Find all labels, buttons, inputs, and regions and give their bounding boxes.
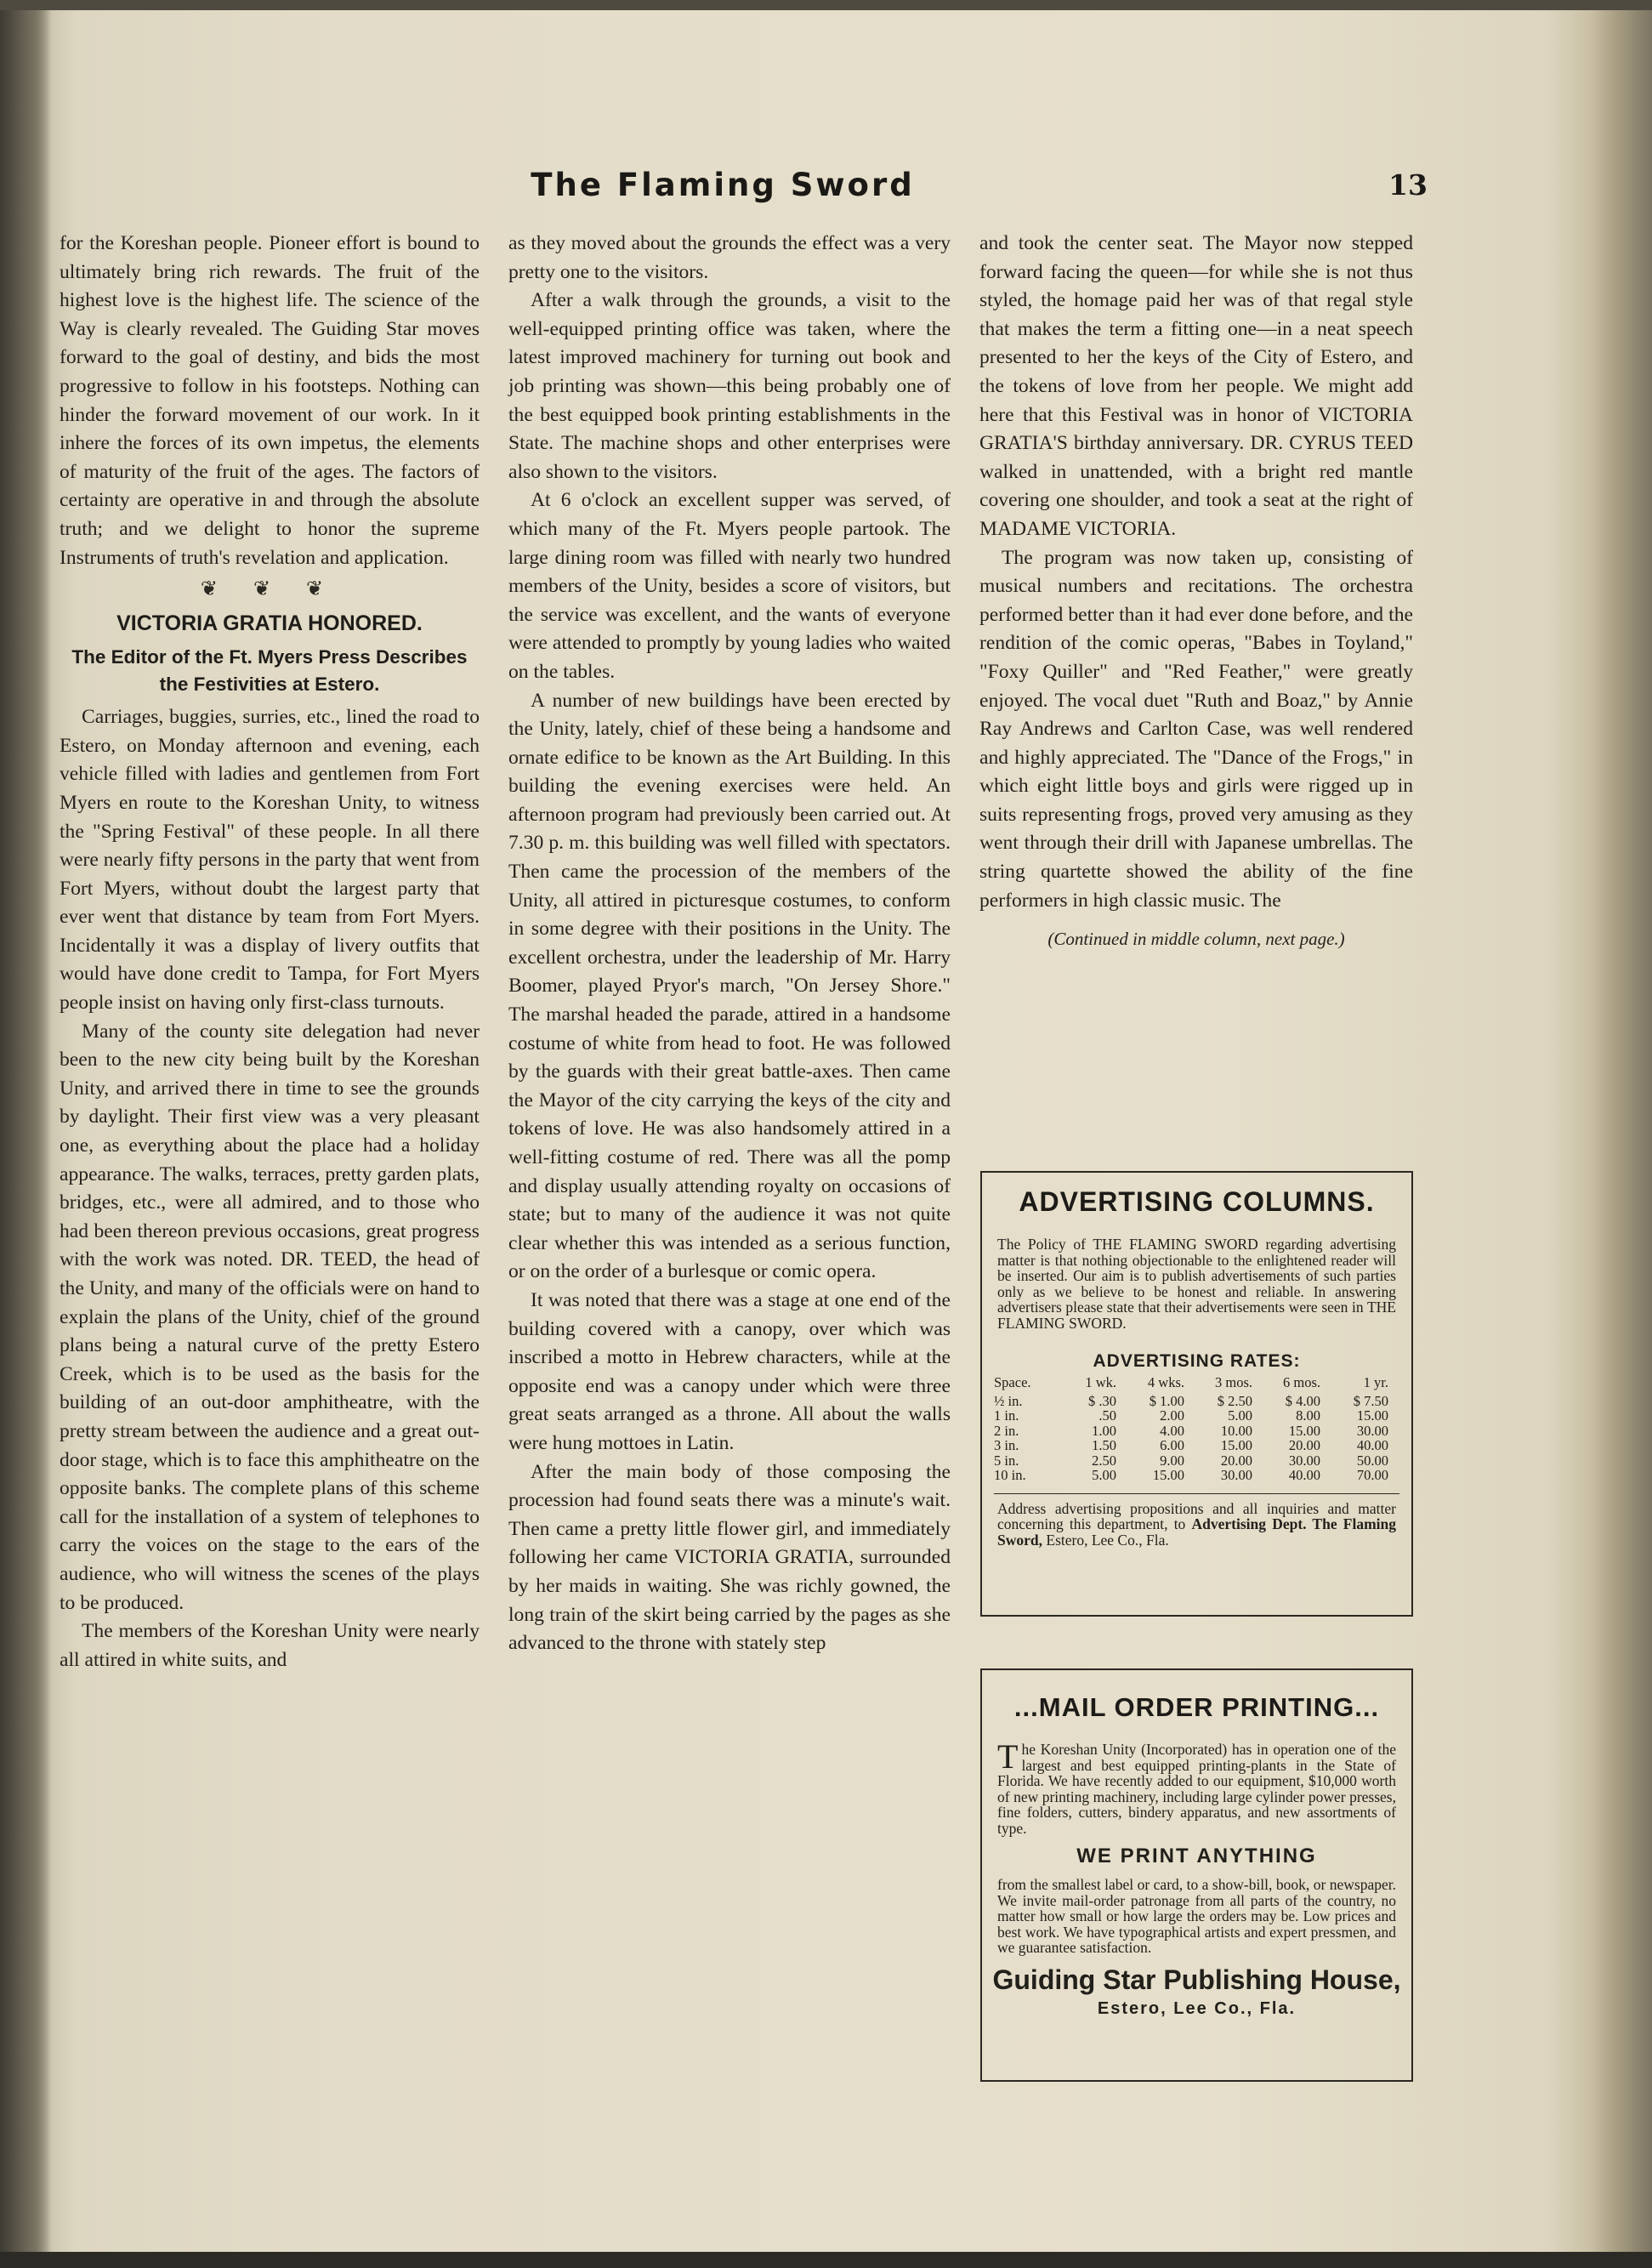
page-number: 13 (1388, 168, 1428, 202)
mail-order-body: from the smallest label or card, to a show-bill, book, or newspaper. We invite mail-order patronage from all parts of the country, no matter how small or how large the orders may be. Low prices and best work. We have typographical artists and expert pressmen, and we guarantee satisfaction. (997, 1876, 1396, 1956)
column-right (979, 230, 1413, 952)
article-paragraph: as they moved about the grounds the effect was a very pretty one to the visitors. (508, 232, 951, 283)
rates-cell: 2.50 (1092, 1452, 1116, 1469)
rates-cell: $ .30 (1088, 1392, 1116, 1409)
rates-row (994, 1408, 1388, 1424)
rates-cell: 10 in. (994, 1467, 1026, 1483)
mail-order-title: ...MAIL ORDER PRINTING... (1013, 1692, 1380, 1722)
rates-cell: 1.50 (1092, 1437, 1116, 1453)
article-continuation: for the Koreshan people. Pioneer effort is bound to ultimately bring rich rewards. The fruit of the highest love is the highest life. The science of the Way is clearly revealed. The Guiding Star moves forward to the goal of destiny, and bids the most progressive to follow in his footsteps. Nothing can hinder the forward movement of our work. In it inhere the forces of its own impetus, the elements of maturity of the fruit of the ages. The factors of certainty are operative in and through the absolute truth; and we delight to honor the supreme Instruments of truth's revelation and application. (60, 232, 480, 569)
rates-header-cell: 3 mos. (1214, 1374, 1252, 1390)
rates-row (994, 1424, 1388, 1439)
article-paragraph: After a walk through the grounds, a visit to the well-equipped printing office was taken, where the latest improved machinery for turning out book and job printing was shown—this being probably one of the best equipped book printing establishments in the State. The machine shops and other enterprises were also shown to the visitors. (508, 289, 951, 483)
section-ornament: ❦ ❦ ❦ (200, 578, 339, 601)
rates-cell: 5.00 (1228, 1407, 1252, 1424)
we-print-heading: WE PRINT ANYTHING (1076, 1845, 1317, 1867)
rates-cell: 15.00 (1288, 1422, 1320, 1439)
rates-cell: ½ in. (994, 1392, 1023, 1409)
advertising-title: ADVERTISING COLUMNS. (1019, 1186, 1375, 1217)
page-bottom-edge (0, 2252, 1652, 2268)
rates-cell: $ 1.00 (1149, 1392, 1184, 1409)
article-paragraph: It was noted that there was a stage at one end of the building covered with a canopy, over which was inscribed a motto in Hebrew characters, while at the opposite end was a canopy under which were three great seats arranged as a throne. All about the walls were hung mottoes in Latin. (508, 1288, 951, 1454)
rates-cell: 15.00 (1220, 1437, 1252, 1453)
article-paragraph: The members of the Koreshan Unity were nearly all attired in white suits, and (60, 1620, 480, 1671)
rates-cell: 40.00 (1356, 1437, 1388, 1453)
rates-row (994, 1468, 1388, 1483)
rates-cell: $ 7.50 (1353, 1392, 1388, 1409)
advertising-policy: The Policy of THE FLAMING SWORD regarding advertising matter is that nothing objectionable to the enlightened reader will be inserted. Our aim is to publish advertisements of such parties only as we believe to be honest and reliable. In answering advertisers please state that their advertisements were seen in THE FLAMING SWORD. (997, 1236, 1396, 1332)
rates-cell: 50.00 (1356, 1452, 1388, 1469)
rates-cell: 30.00 (1288, 1452, 1320, 1469)
rates-cell: 9.00 (1160, 1452, 1184, 1469)
rates-cell: 1.00 (1092, 1422, 1116, 1439)
rates-cell: 6.00 (1160, 1437, 1184, 1453)
rates-cell: 10.00 (1220, 1422, 1252, 1439)
address-department: Advertising Dept. The Flaming Sword, (997, 1515, 1397, 1549)
rates-header-cell: 1 wk. (1085, 1374, 1116, 1390)
rates-cell: 15.00 (1152, 1467, 1184, 1483)
divider (994, 1493, 1399, 1494)
rates-cell: 4.00 (1160, 1422, 1184, 1439)
rates-row (994, 1453, 1388, 1469)
rates-cell: 5 in. (994, 1452, 1019, 1469)
column-middle (508, 230, 951, 1658)
running-header-title: The Flaming Sword (531, 167, 915, 203)
rates-cell: 1 in. (994, 1407, 1019, 1424)
rates-cell: 8.00 (1296, 1407, 1320, 1424)
publisher-name: Guiding Star Publishing House, (992, 1964, 1401, 1995)
article-paragraph: A number of new buildings have been erected by the Unity, lately, chief of these being a handsome and ornate edifice to be known as the Art Building. In this building the evening exercises were held. An afternoon program had previously been carried out. At 7.30 p. m. this building was well filled with spectators. Then came the procession of the members of the Unity, all attired in picturesque costumes, to conform in some degree with their positions in the Unity. The excellent orchestra, under the leadership of Mr. Harry Boomer, played Pryor's march, "On Jersey Shore." The marshal headed the parade, attired in a handsome costume of white from head to foot. He was followed by the guards with their great battle-axes. Then came the Mayor of the city carrying the keys of the city and tokens of love. He was also handsomely attired in a well-fitting costume of red. There was all the pomp and display usually attending royalty on occasions of state; but to many of the audience it was not quite clear whether this was intended as a serious function, or on the order of a burlesque or comic opera. (508, 689, 951, 1283)
drop-cap: T (997, 1737, 1019, 1776)
page-top-edge (0, 0, 1652, 10)
rates-title: ADVERTISING RATES: (1093, 1351, 1301, 1371)
column-left (60, 230, 480, 1674)
continued-note: (Continued in middle column, next page.) (1047, 929, 1345, 950)
rates-cell: $ 2.50 (1217, 1392, 1252, 1409)
rates-header-cell: 6 mos. (1282, 1374, 1320, 1390)
rates-header-row (994, 1375, 1388, 1394)
rates-cell: 70.00 (1356, 1467, 1388, 1483)
rates-cell: 5.00 (1092, 1467, 1116, 1483)
article-paragraph: and took the center seat. The Mayor now stepped forward facing the queen—for while she is not thus styled, the homage paid her was of that regal style that makes the term a fitting one—in a neat speech presented to her the keys of the City of Estero, and the tokens of love from her people. We might add here that this Festival was in honor of VICTORIA GRATIA'S birthday anniversary. DR. CYRUS TEED walked in unattended, with a bright red mantle covering one shoulder, and took a seat at the right of MADAME VICTORIA. (979, 232, 1413, 540)
article-subheadline: The Editor of the Ft. Myers Press Describes the Festivities at Estero. (71, 646, 468, 696)
rates-cell: 30.00 (1356, 1422, 1388, 1439)
mail-order-printing-box (980, 1668, 1413, 2082)
rates-cell: 2 in. (994, 1422, 1019, 1439)
mail-order-intro (982, 1737, 1411, 1837)
article-headline: VICTORIA GRATIA HONORED. (116, 611, 423, 636)
rates-cell: .50 (1098, 1407, 1116, 1424)
rates-cell: $ 4.00 (1285, 1392, 1320, 1409)
advertising-address (982, 1501, 1411, 1549)
article-paragraph: Carriages, buggies, surries, etc., lined the road to Estero, on Monday afternoon and evening, each vehicle filled with ladies and gentlemen from Fort Myers en route to the Koreshan Unity, to witness the "Spring Festival" of these people. In all there were nearly fifty persons in the party that went from Fort Myers, without doubt the largest party that ever went that distance by team from Fort Myers. Incidentally it was a display of livery outfits that would have done credit to Tampa, for Fort Myers people insist on having only first-class turnouts. (60, 706, 480, 1015)
rates-cell: 20.00 (1288, 1437, 1320, 1453)
mail-order-intro-text: he Koreshan Unity (Incorporated) has in operation one of the largest and best equipped printing-plants in the State of Florida. We have recently added to our equipment, $10,000 worth of new printing machinery, including large cylinder power presses, fine folders, cutters, bindery apparatus, and new assortments of type. (997, 1741, 1396, 1837)
address-lead: Address advertising propositions and all inquiries and matter concerning this department, to (997, 1499, 1396, 1532)
article-paragraph: The program was now taken up, consisting of musical numbers and recitations. The orchestra performed better than it had ever done before, and the rendition of the comic operas, "Babes in Toyland," "Foxy Quiller" and "Red Feather," were greatly enjoyed. The vocal duet "Ruth and Boaz," by Annie Ray Andrews and Carlton Case, was well rendered and highly appreciated. The "Dance of the Frogs," in which eight little boys and girls were rigged up in suits representing frogs, proved very amusing as they went through their drill with Japanese umbrellas. The string quartette showed the ability of the fine performers in high classic music. The (979, 546, 1413, 912)
advertising-columns-box (980, 1171, 1413, 1617)
rates-row (994, 1438, 1388, 1453)
article-paragraph: Many of the county site delegation had never been to the new city being built by the Koreshan Unity, and arrived there in time to see the grounds by daylight. Their first view was a very pleasant one, as everything about the place had a holiday appearance. The walks, terraces, pretty garden plats, bridges, etc., were all admired, and to those who had been thereon previous occasions, great progress with the work was noted. DR. TEED, the head of the Unity, and many of the officials were on hand to explain the plans of the Unity, chief of the ground plans being a natural curve of the pretty Estero Creek, which is to be used as the basis for the building of an out-door amphitheatre, with the pretty stream between the audience and a great out-door stage, which is to face this amphitheatre on the opposite banks. The complete plans of this scheme call for the installation of a system of telephones to carry the voices on the stage to the ears of the audience, who will witness the scenes of the plays to be produced. (60, 1020, 480, 1614)
rates-cell: 20.00 (1220, 1452, 1252, 1469)
rates-cell: 15.00 (1356, 1407, 1388, 1424)
article-paragraph: After the main body of those composing the procession had found seats there was a minute's wait. Then came a pretty little flower girl, and immediately following her came VICTORIA GRATIA, surrounded by her maids in waiting. She was richly gowned, the long train of the skirt being carried by the pages as she advanced to the throne with stately step (508, 1460, 951, 1655)
rates-header-cell: 1 yr. (1363, 1374, 1388, 1390)
rates-table (994, 1375, 1388, 1483)
binding-spine (0, 0, 51, 2268)
rates-header-cell: Space. (994, 1374, 1031, 1390)
article-paragraph: At 6 o'clock an excellent supper was served, of which many of the Ft. Myers people partook. The large dining room was filled with nearly two hundred members of the Unity, besides a score of visitors, but the service was excellent, and the wants of everyone were attended to promptly by young ladies who waited on the tables. (508, 489, 951, 683)
publisher-address: Estero, Lee Co., Fla. (1097, 1998, 1297, 2018)
rates-cell: 2.00 (1160, 1407, 1184, 1424)
rates-cell: 30.00 (1220, 1467, 1252, 1483)
rates-cell: 40.00 (1288, 1467, 1320, 1483)
rates-row (994, 1394, 1388, 1409)
rates-header-cell: 4 wks. (1147, 1374, 1184, 1390)
address-location: Estero, Lee Co., Fla. (1046, 1531, 1169, 1549)
rates-cell: 3 in. (994, 1437, 1019, 1453)
